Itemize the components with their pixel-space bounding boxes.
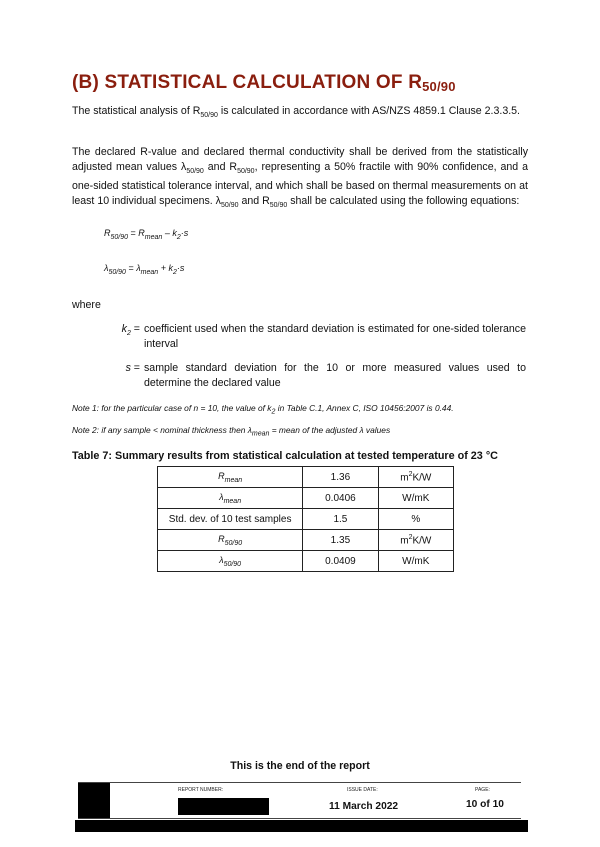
eq1-k-sub: 2 xyxy=(176,233,181,241)
title-subscript: 50/90 xyxy=(422,79,456,94)
def-s-sym: s xyxy=(125,362,131,374)
declared-sub-4: 50/90 xyxy=(269,202,288,209)
page-title xyxy=(72,72,456,94)
note1-sub: 2 xyxy=(271,408,276,416)
r5-sub: 50/90 xyxy=(223,560,242,568)
note1-text-2: in Table C.1, Annex C, ISO 10456:2007 is 0.44. xyxy=(275,403,454,413)
end-of-report-text: This is the end of the report xyxy=(230,760,370,772)
def-s-text: sample standard deviation for the 10 or more measured values used to determine the declared value xyxy=(144,362,526,389)
eq1-lhs: R xyxy=(104,228,111,238)
table-row xyxy=(158,488,454,509)
row-r-mean-value: 1.36 xyxy=(303,467,378,488)
definition-k2 xyxy=(106,322,526,352)
r1-sub: mean xyxy=(224,476,243,484)
declared-text-2: and R xyxy=(203,160,238,173)
row-lambda5090-unit: W/mK xyxy=(378,551,453,572)
declared-text-1: The declared R-value and declared thermal conductivity shall be derived from the statistically adjusted mean values λ xyxy=(72,146,528,173)
equation-lambda5090 xyxy=(104,263,184,276)
eq1-lhs-sub: 50/90 xyxy=(110,233,129,241)
row-std-dev-name: Std. dev. of 10 test samples xyxy=(158,509,303,530)
def-s-equals: = xyxy=(130,362,140,374)
row-r5090-unit xyxy=(378,530,453,551)
table-caption: Table 7: Summary results from statistical calculation at tested temperature of 23 °C xyxy=(72,450,498,462)
row-r5090-name xyxy=(158,530,303,551)
note2-text-2: = mean of the adjusted λ values xyxy=(269,425,391,435)
def-k2-text: coefficient used when the standard deviation is estimated for one-sided tolerance interval xyxy=(144,323,526,350)
eq2-lhs-sub: 50/90 xyxy=(108,268,126,276)
redacted-footer-bar xyxy=(75,820,528,832)
footer-top-rule xyxy=(78,782,521,783)
declared-sub-3: 50/90 xyxy=(220,202,239,209)
def-k2-symbol xyxy=(106,322,140,342)
footer-bottom-rule xyxy=(78,818,521,819)
definition-s xyxy=(106,361,526,391)
def-k2-equals: = xyxy=(130,323,140,335)
row-lambda-mean-value: 0.0406 xyxy=(303,488,378,509)
row-lambda5090-value: 0.0409 xyxy=(303,551,378,572)
note-1 xyxy=(72,403,454,416)
declared-text-4: and R xyxy=(238,194,270,207)
r2-sym: λ xyxy=(219,491,224,502)
table-row xyxy=(158,530,454,551)
row-r-mean-unit xyxy=(378,467,453,488)
r2-sub: mean xyxy=(223,497,242,505)
r5-sym: λ xyxy=(219,554,224,565)
issue-date-label: ISSUE DATE: xyxy=(347,787,378,793)
eq2-k-sub: 2 xyxy=(172,268,177,276)
note2-text-1: Note 2: if any sample < nominal thickness then λ xyxy=(72,425,252,435)
eq1-s: ·s xyxy=(180,228,189,238)
intro-paragraph xyxy=(72,104,528,124)
row-std-dev-unit: % xyxy=(378,509,453,530)
eq2-lhs: λ xyxy=(104,263,109,273)
r1-unit-sup: 2 xyxy=(408,470,413,478)
table-row xyxy=(158,467,454,488)
eq1-equals: = xyxy=(128,228,139,238)
def-k2-sym: k xyxy=(121,323,127,335)
eq1-mean: R xyxy=(138,228,145,238)
declared-text-3: , representing a 50% fractile with 90% confidence, and a one-sided statistical tolerance interval, and which shall be based on thermal measurements on at least 10 individual specimens. λ xyxy=(72,160,528,207)
table-row xyxy=(158,509,454,530)
row-lambda5090-name xyxy=(158,551,303,572)
eq2-k: + k xyxy=(158,263,173,273)
row-r-mean-name xyxy=(158,467,303,488)
row-lambda-mean-name xyxy=(158,488,303,509)
declared-text-5: shall be calculated using the following equations: xyxy=(287,194,520,207)
eq2-equals: = xyxy=(125,263,137,273)
equation-r5090 xyxy=(104,228,188,241)
intro-text-1: The statistical analysis of R xyxy=(72,105,201,117)
note-2 xyxy=(72,425,390,438)
row-r5090-value: 1.35 xyxy=(303,530,378,551)
r4-unit-post: K/W xyxy=(412,535,432,547)
eq2-s: ·s xyxy=(176,263,185,273)
declared-sub-2: 50/90 xyxy=(237,167,255,175)
issue-date-value: 11 March 2022 xyxy=(329,801,399,812)
intro-text-2: is calculated in accordance with AS/NZS 4859.1 Clause 2.3.3.5. xyxy=(217,105,520,117)
note1-text-1: Note 1: for the particular case of n = 10, the value of k xyxy=(72,403,272,413)
r1-sym: R xyxy=(218,470,225,481)
note2-sub: mean xyxy=(251,430,270,438)
r4-sym: R xyxy=(218,533,225,544)
row-lambda-mean-unit: W/mK xyxy=(378,488,453,509)
r1-unit-pre: m xyxy=(400,472,409,484)
page-label: PAGE: xyxy=(475,787,490,793)
eq1-k: – k xyxy=(162,228,177,238)
r1-unit-post: K/W xyxy=(412,472,432,484)
redacted-logo xyxy=(78,783,110,819)
intro-subscript: 50/90 xyxy=(200,112,218,120)
page-number-value: 10 of 10 xyxy=(466,799,504,810)
table-row xyxy=(158,551,454,572)
def-s-symbol xyxy=(106,361,140,376)
eq1-mean-sub: mean xyxy=(144,233,163,241)
report-number-label: REPORT NUMBER: xyxy=(178,787,224,793)
declared-sub-1: 50/90 xyxy=(186,167,204,175)
r4-unit-pre: m xyxy=(400,535,409,547)
title-main: (B) STATISTICAL CALCULATION OF R xyxy=(72,72,423,93)
def-k2-sym-sub: 2 xyxy=(126,330,131,338)
eq2-mean-sub: mean xyxy=(140,268,159,276)
row-std-dev-value: 1.5 xyxy=(303,509,378,530)
r4-unit-sup: 2 xyxy=(408,533,413,541)
summary-table xyxy=(157,466,454,572)
declared-paragraph xyxy=(72,145,528,214)
r4-sub: 50/90 xyxy=(224,539,243,547)
where-label: where xyxy=(72,299,101,311)
eq2-mean: λ xyxy=(136,263,141,273)
redacted-report-number xyxy=(178,798,269,815)
